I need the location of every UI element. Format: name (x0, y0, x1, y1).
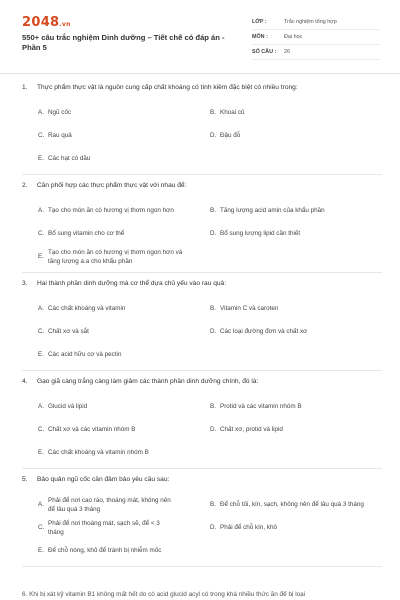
question-body: Bảo quản ngũ cốc cần đảm bảo yêu cầu sau: (37, 476, 170, 483)
meta-label: SỐ CÂU : (252, 49, 277, 55)
option-letter: A. (38, 403, 44, 410)
option-a[interactable] (38, 108, 210, 117)
question-divider (22, 370, 382, 371)
option-c[interactable] (38, 425, 210, 434)
next-question-cutoff: 6. Khi bị xát kỹ vitamin B1 không mất hết do có acid glucid acyl có trong khá nhiều thức ăn để bị loại (22, 591, 306, 598)
site-logo[interactable] (22, 15, 71, 30)
option-row (38, 222, 382, 245)
option-b[interactable] (210, 108, 382, 117)
option-d[interactable] (210, 523, 382, 532)
option-list (22, 297, 382, 366)
option-text: Chất xơ và sắt (48, 328, 89, 335)
question-text (22, 181, 382, 190)
option-row (38, 101, 382, 124)
question-number: 5. (22, 476, 28, 483)
question-text (22, 279, 382, 288)
option-b[interactable] (210, 206, 382, 215)
option-row (38, 395, 382, 418)
option-text: Các acid hữu cơ và pectin (48, 351, 122, 358)
option-letter: D. (210, 132, 217, 139)
question-body: Thực phẩm thực vật là nguồn cung cấp chất khoáng có tính kiềm đặc biệt có nhiều trong: (37, 84, 298, 91)
option-e[interactable] (38, 448, 210, 457)
document-header (0, 0, 400, 74)
option-text: Tạo cho món ăn có hương vị thơm ngon hơn và tăng lượng a.a cho khẩu phần (48, 248, 183, 265)
option-row (38, 441, 382, 464)
option-text: Bổ sung lượng lipid cần thiết (220, 230, 301, 237)
option-letter: D. (210, 524, 217, 531)
option-letter: A. (38, 207, 44, 214)
option-text: Phải để nơi thoáng mát, sạch sẽ, để < 3 tháng (48, 519, 160, 536)
option-a[interactable] (38, 402, 210, 411)
question-text (22, 475, 382, 484)
option-text: Tăng lượng acid amin của khẩu phần (220, 207, 325, 214)
option-row (38, 124, 382, 147)
option-row (38, 297, 382, 320)
meta-label: LỚP : (252, 19, 267, 25)
question-number: 4. (22, 378, 28, 385)
option-text: Để chỗ nóng, khô để tránh bị nhiễm mốc (48, 547, 162, 554)
question-number: 3. (22, 280, 28, 287)
option-row (38, 147, 382, 170)
option-c[interactable] (38, 131, 210, 140)
option-row (38, 245, 382, 268)
meta-row-count (252, 45, 380, 60)
question-body: Cần phối hợp các thực phẩm thực vật với nhau để: (37, 182, 187, 189)
option-letter: E. (38, 449, 44, 456)
question-item (22, 377, 382, 469)
question-body: Gạo giã càng trắng càng làm giảm các thành phần dinh dưỡng chính, đó là: (37, 378, 259, 385)
meta-row-subject (252, 30, 380, 45)
option-row (38, 493, 382, 516)
option-row (38, 343, 382, 366)
question-number: 2. (22, 182, 28, 189)
meta-label: MÔN : (252, 34, 268, 40)
option-b[interactable] (210, 402, 382, 411)
option-letter: B. (210, 207, 216, 214)
option-text: Khoai củ (220, 109, 245, 116)
option-c[interactable] (38, 327, 210, 336)
option-row (38, 539, 382, 562)
option-letter: B. (210, 305, 216, 312)
option-text: Các hạt có dầu (48, 155, 91, 162)
option-text: Để chỗ tối, kín, sạch, không nên để lâu quá 3 tháng (220, 501, 364, 508)
option-text: Vitamin C và caroten (220, 305, 279, 312)
option-list (22, 493, 382, 562)
logo-suffix: .vn (59, 21, 71, 28)
option-letter: B. (210, 403, 216, 410)
option-row (38, 516, 382, 539)
option-text: Rau quả (48, 132, 72, 139)
option-text: Glucid và lipid (48, 403, 88, 410)
option-e[interactable] (38, 154, 210, 163)
question-list (22, 80, 382, 573)
question-divider (22, 468, 382, 469)
option-c[interactable] (38, 519, 210, 537)
option-text: Đậu đỗ (220, 132, 241, 139)
option-text: Protid và các vitamin nhóm B (220, 403, 302, 410)
document-meta (252, 15, 380, 60)
option-text: Các chất khoáng và vitamin nhóm B (48, 449, 149, 456)
option-letter: C. (38, 524, 45, 531)
option-b[interactable] (210, 500, 382, 509)
question-number: 1. (22, 84, 28, 91)
option-text: Chất xơ, protid và lipid (220, 426, 283, 433)
option-d[interactable] (210, 229, 382, 238)
question-item (22, 83, 382, 175)
option-d[interactable] (210, 327, 382, 336)
option-list (22, 395, 382, 464)
question-divider (22, 566, 382, 567)
option-text: Các chất khoáng và vitamin (48, 305, 126, 312)
option-letter: A. (38, 501, 44, 508)
option-list (22, 199, 382, 268)
option-letter: A. (38, 109, 44, 116)
option-letter: C. (38, 426, 45, 433)
meta-value: 26 (284, 49, 290, 55)
question-item (22, 181, 382, 273)
option-d[interactable] (210, 425, 382, 434)
meta-value: Trắc nghiệm tổng hợp (284, 19, 337, 25)
option-row (38, 199, 382, 222)
option-letter: D. (210, 426, 217, 433)
option-list (22, 101, 382, 170)
question-body: Hai thành phần dinh dưỡng mà cơ thể dựa chủ yếu vào rau quả: (37, 280, 227, 287)
option-letter: E. (38, 351, 44, 358)
option-text: Ngũ cốc (48, 109, 72, 116)
option-a[interactable] (38, 206, 210, 215)
option-b[interactable] (210, 304, 382, 313)
option-letter: C. (38, 230, 45, 237)
option-text: Các loại đường đơn và chất xơ (220, 328, 308, 335)
option-text: Tạo cho món ăn có hương vị thơm ngon hơn (48, 207, 174, 214)
option-row (38, 418, 382, 441)
option-d[interactable] (210, 131, 382, 140)
option-letter: B. (210, 501, 216, 508)
document-title: 550+ câu trắc nghiệm Dinh dưỡng – Tiết chế có đáp án - Phần 5 (22, 33, 225, 52)
logo-text: 2048 (22, 15, 60, 30)
option-letter: C. (38, 132, 45, 139)
option-letter: E. (38, 547, 44, 554)
meta-value: Đại học (284, 34, 303, 40)
option-row (38, 320, 382, 343)
meta-row-class (252, 15, 380, 30)
option-e[interactable] (38, 546, 238, 555)
option-letter: A. (38, 305, 44, 312)
option-a[interactable] (38, 304, 210, 313)
option-letter: B. (210, 109, 216, 116)
option-e[interactable] (38, 248, 210, 266)
question-item (22, 279, 382, 371)
option-a[interactable] (38, 496, 210, 514)
option-letter: D. (210, 230, 217, 237)
question-divider (22, 272, 382, 273)
question-divider (22, 174, 382, 175)
question-item (22, 475, 382, 567)
option-c[interactable] (38, 229, 210, 238)
option-text: Phải để nơi cao ráo, thoáng mát, không nên để lâu quá 3 tháng (48, 496, 171, 513)
option-letter: E. (38, 253, 44, 260)
question-text (22, 83, 382, 92)
option-letter: D. (210, 328, 217, 335)
option-text: Phải để chỗ kín, khô (220, 524, 278, 531)
question-text (22, 377, 382, 386)
option-text: Bổ sung vitamin cho cơ thể (48, 230, 125, 237)
option-text: Chất xơ và các vitamin nhóm B (48, 426, 136, 433)
option-letter: C. (38, 328, 45, 335)
option-e[interactable] (38, 350, 210, 359)
option-letter: E. (38, 155, 44, 162)
